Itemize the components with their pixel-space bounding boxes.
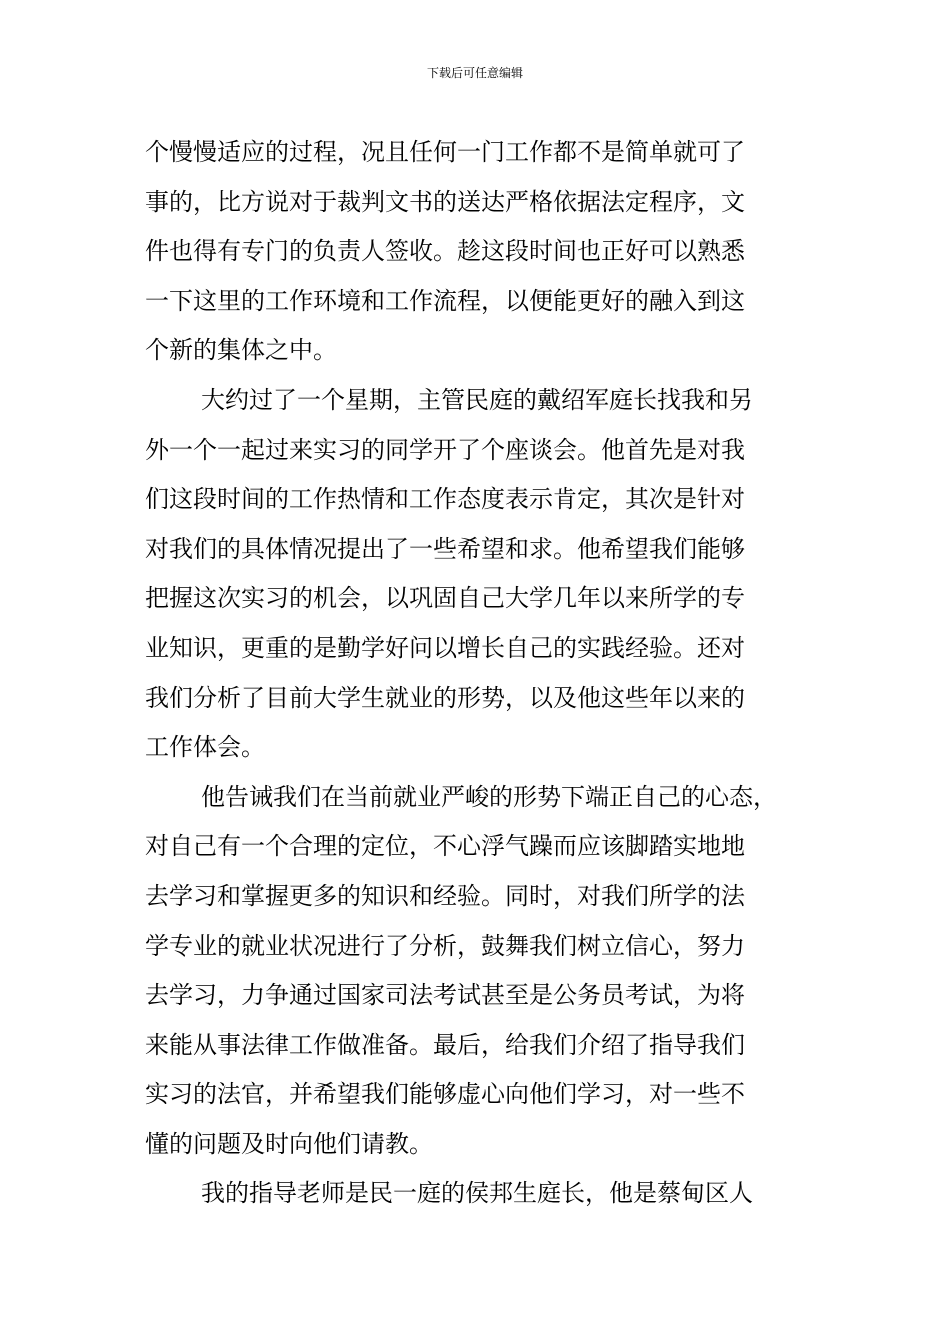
- text-line: 业知识，更重的是勤学好问以增长自己的实践经验。还对: [145, 633, 745, 662]
- text-line: 去学习和掌握更多的知识和经验。同时，对我们所学的法: [145, 881, 745, 910]
- text-line: 工作体会。: [145, 733, 265, 762]
- text-line: 去学习，力争通过国家司法考试甚至是公务员考试，为将: [145, 981, 745, 1010]
- text-line: 一下这里的工作环境和工作流程，以便能更好的融入到这: [145, 286, 745, 315]
- text-line: 事的，比方说对于裁判文书的送达严格依据法定程序，文: [145, 187, 745, 216]
- text-line: 实习的法官，并希望我们能够虚心向他们学习，对一些不: [145, 1080, 745, 1109]
- text-line: 个新的集体之中。: [145, 336, 337, 365]
- text-line: 件也得有专门的负责人签收。趁这段时间也正好可以熟悉: [145, 237, 745, 266]
- text-line: 把握这次实习的机会，以巩固自己大学几年以来所学的专: [145, 584, 745, 613]
- text-line: 们这段时间的工作热情和工作态度表示肯定，其次是针对: [145, 485, 745, 514]
- text-line: 对自己有一个合理的定位，不心浮气躁而应该脚踏实地地: [145, 832, 745, 861]
- text-line: 来能从事法律工作做准备。最后，给我们介绍了指导我们: [145, 1030, 745, 1059]
- text-line: 我们分析了目前大学生就业的形势，以及他这些年以来的: [145, 683, 745, 712]
- text-line: 外一个一起过来实习的同学开了个座谈会。他首先是对我: [145, 435, 745, 464]
- header-note: 下载后可任意编辑: [426, 66, 523, 80]
- paragraph-start-line: 他告诫我们在当前就业严峻的形势下端正自己的心态，: [201, 782, 777, 811]
- text-line: 学专业的就业状况进行了分析，鼓舞我们树立信心，努力: [145, 931, 745, 960]
- text-line: 对我们的具体情况提出了一些希望和求。他希望我们能够: [145, 534, 745, 563]
- document-body: [145, 128, 815, 1219]
- text-line: 个慢慢适应的过程，况且任何一门工作都不是简单就可了: [145, 138, 745, 166]
- paragraph-start-line: 大约过了一个星期，主管民庭的戴绍军庭长找我和另: [201, 385, 753, 414]
- paragraph-start-line: 我的指导老师是民一庭的侯邦生庭长，他是蔡甸区人: [201, 1179, 753, 1208]
- text-line: 懂的问题及时向他们请教。: [145, 1129, 433, 1158]
